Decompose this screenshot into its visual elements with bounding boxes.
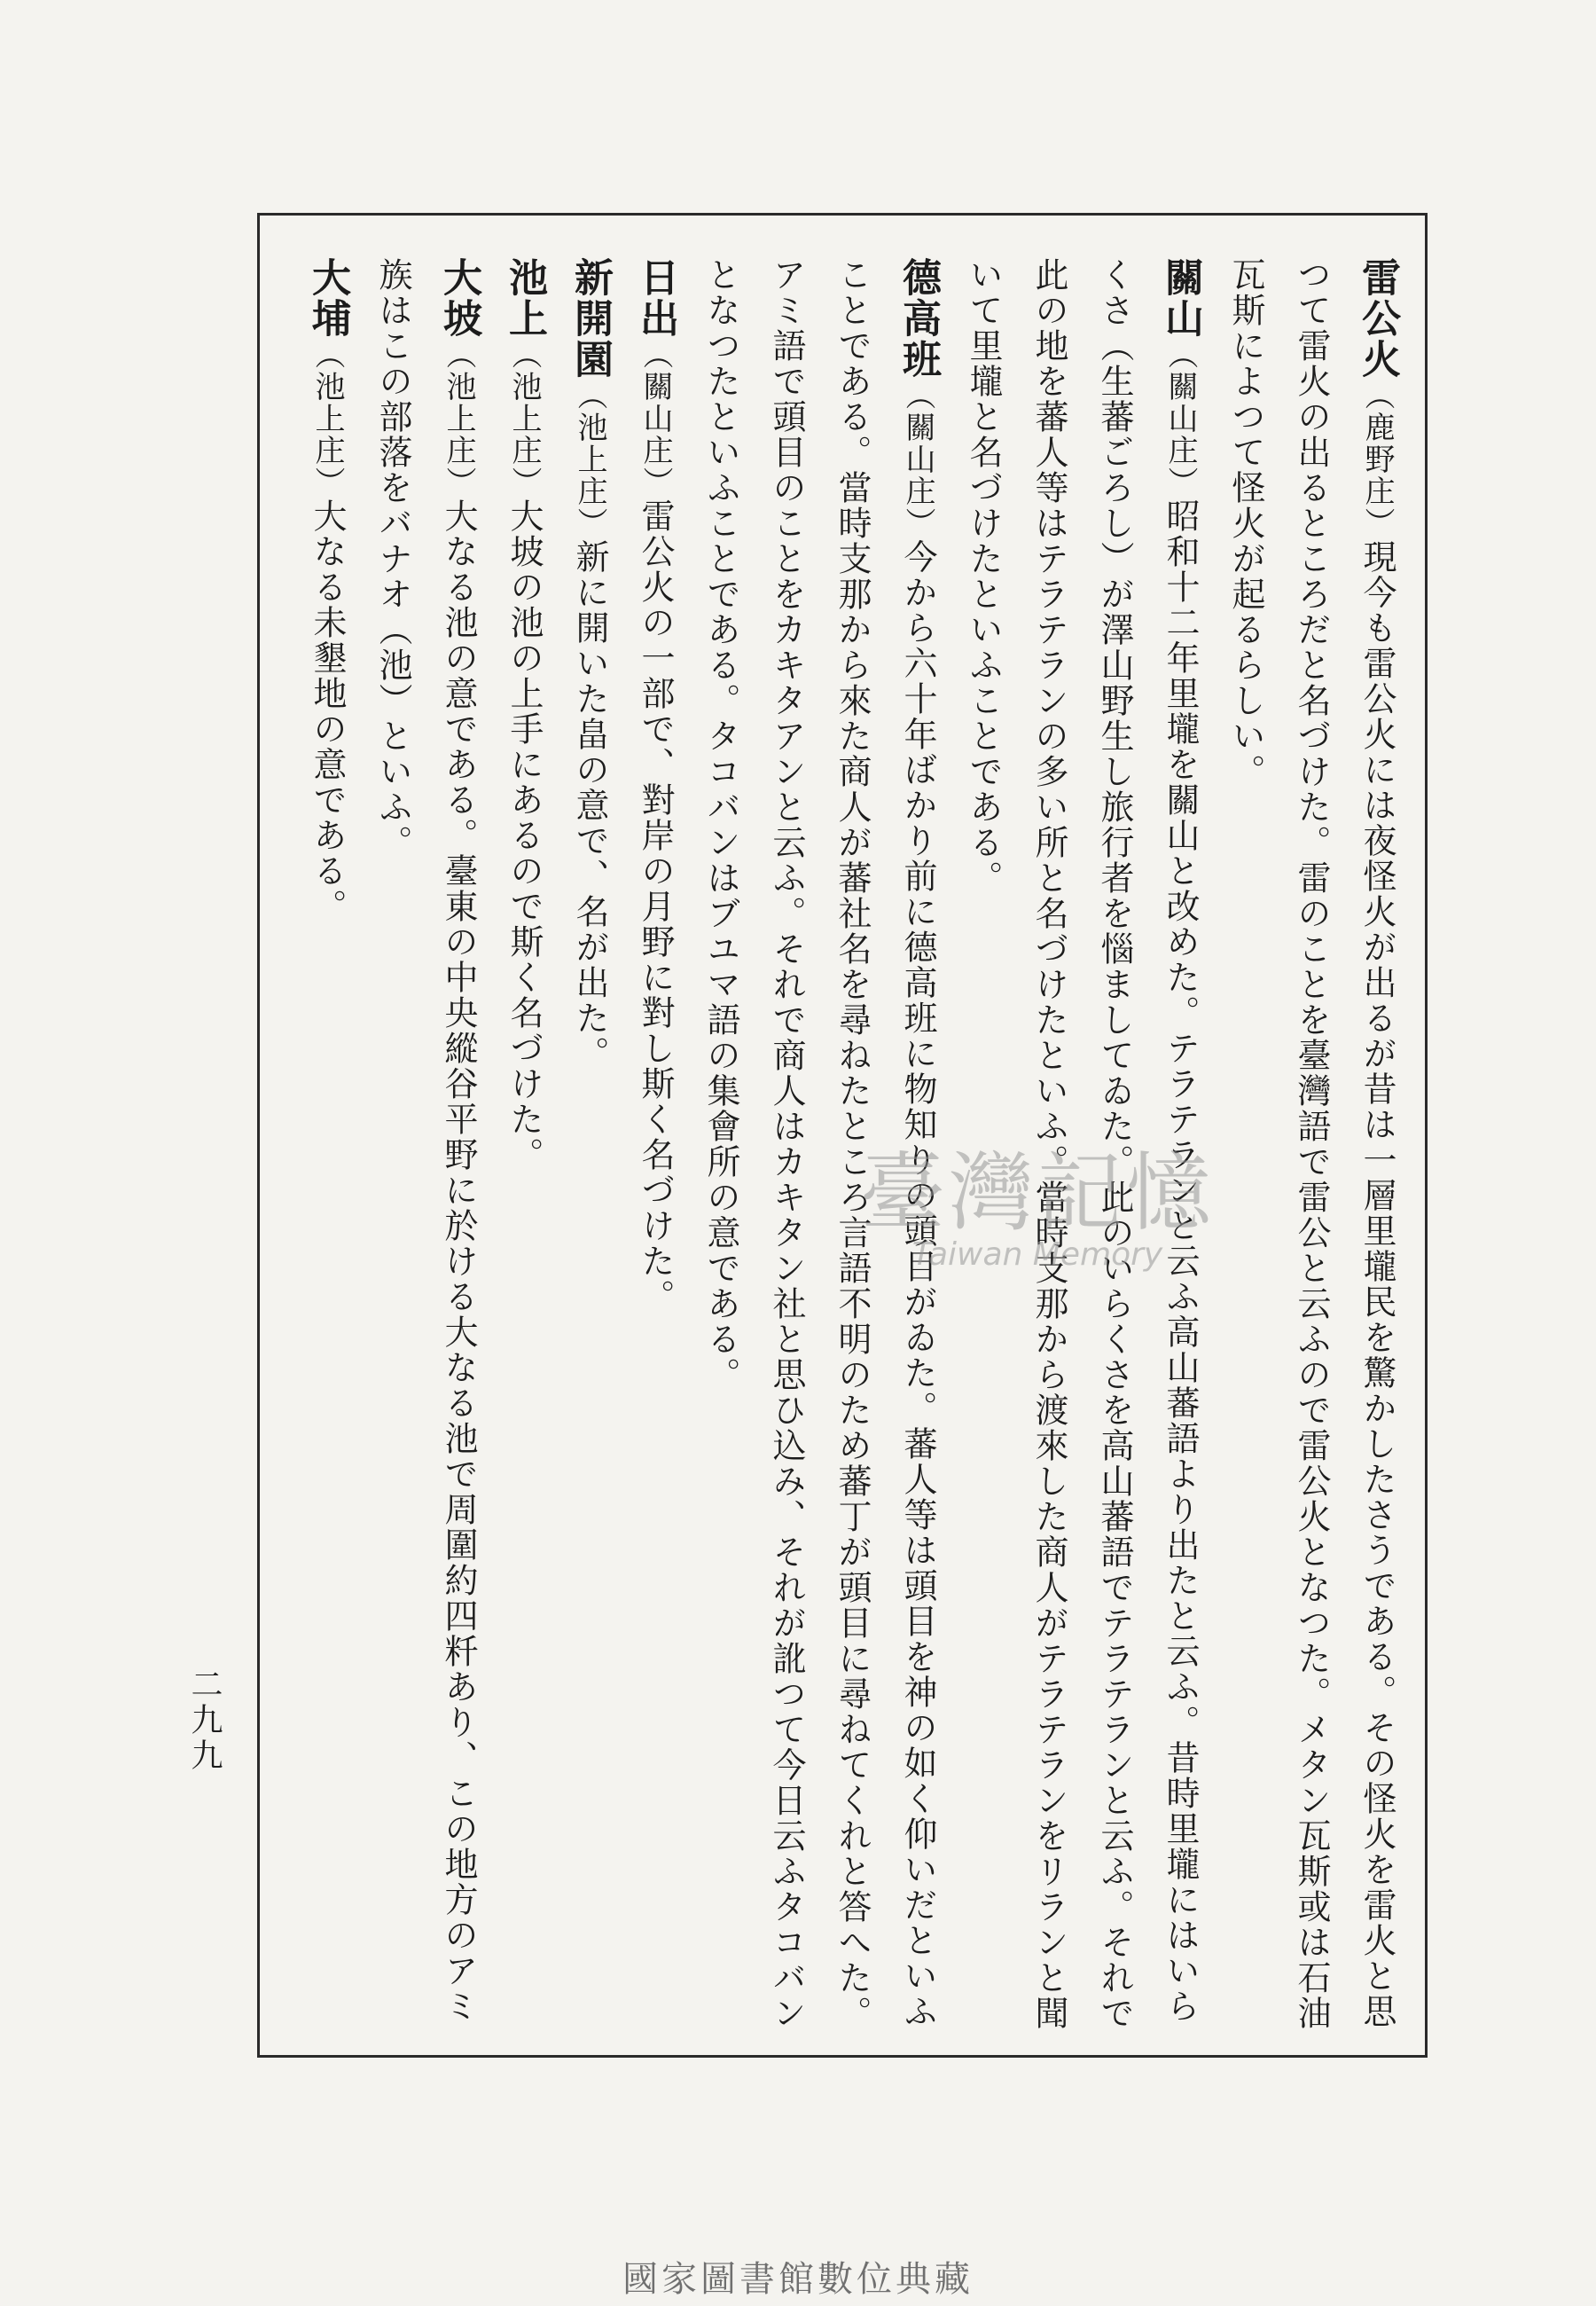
entry-location: （池上庄） [441,339,476,498]
entry-term: 雷公火 [1355,257,1400,380]
entry-daiho [294,257,360,2049]
entry-body: 大坡の池の上手にあるので斯く名づけた。 [505,498,544,1173]
entry-term: 池上 [502,257,547,339]
entry-location: （池上庄） [309,339,345,498]
entry-location: （鹿野庄） [1359,380,1395,539]
entry-body: 昭和十二年里壠を關山と改めた。テラテランと云ふ高山蕃語より出たと云ふ。昔時里壠にはいらくさ（生蕃ごろし）が澤山野生し旅行者を惱ましてゐた。此のいらくさを高山蕃語でテラテランと云ふ。それで此の地を蕃人等はテラテランの多い所と名づけたといふ。當時支那から渡來した商人がテラテランをリランと聞いて里壠と名づけたといふことである。 [964,257,1200,2031]
entry-body: 新に開いた畠の意で、名が出た。 [570,539,609,1071]
entry-hinode [622,257,688,2049]
entry-body: 雷公火の一部で、對岸の月野に對し斯く名づけた。 [636,498,675,1314]
entry-term: 大埔 [305,257,350,339]
entry-location: （池上庄） [506,339,542,498]
entry-location: （池上庄） [572,380,607,539]
library-footer: 國家圖書館數位典藏 [622,2259,974,2300]
entry-term: 大坡 [436,257,481,339]
entry-location: （關山庄） [638,339,673,498]
entry-location: （關山庄） [1162,339,1198,498]
watermark-english: Taiwan Memory [911,1236,1163,1273]
entry-location: （關山庄） [900,380,935,539]
entry-daiha [360,257,491,2049]
watermark-chinese: 臺灣記憶 [860,1143,1215,1243]
entry-body: 現今も雷公火には夜怪火が出るが昔は一層里壠民を驚かしたさうである。その怪火を雷火と思つて雷火の出るところだと名づけた。雷のことを臺灣語で雷公と云ふので雷公火となつた。メタン瓦斯或は石油瓦斯によつて怪火が起るらしい。 [1226,257,1396,2031]
page-number: 二九九 [186,1667,223,1774]
entry-body: 大なる池の意である。臺東の中央縱谷平野に於ける大なる池で周圍約四粁あり、この地方のアミ族はこの部落をバナオ（池）といふ。 [373,257,478,2024]
taiwan-memory-watermark [789,1144,1286,1322]
entry-ikegami [491,257,557,2049]
entry-term: 關山 [1158,257,1203,339]
entry-body: 今から六十年ばかり前に德高班に物知りの頭目がゐた。蕃人等は頭目を神の如く仰いだといふことである。當時支那から來た商人が蕃社名を尋ねたところ言語不明のため蕃丁が頭目に尋ねてくれと答へた。アミ語で頭目のことをカキタアンと云ふ。それで商人はカキタン社と思ひ込み、それが訛つて今日云ふタコバンとなつたといふことである。タコバンはブユマ語の集會所の意である。 [701,257,937,2031]
entry-shinkaien [557,257,622,2049]
entry-term: 日出 [633,257,678,339]
entry-body: 大なる未墾地の意である。 [308,498,347,924]
entry-term: 德高班 [896,257,941,380]
entry-term: 新開園 [567,257,613,380]
